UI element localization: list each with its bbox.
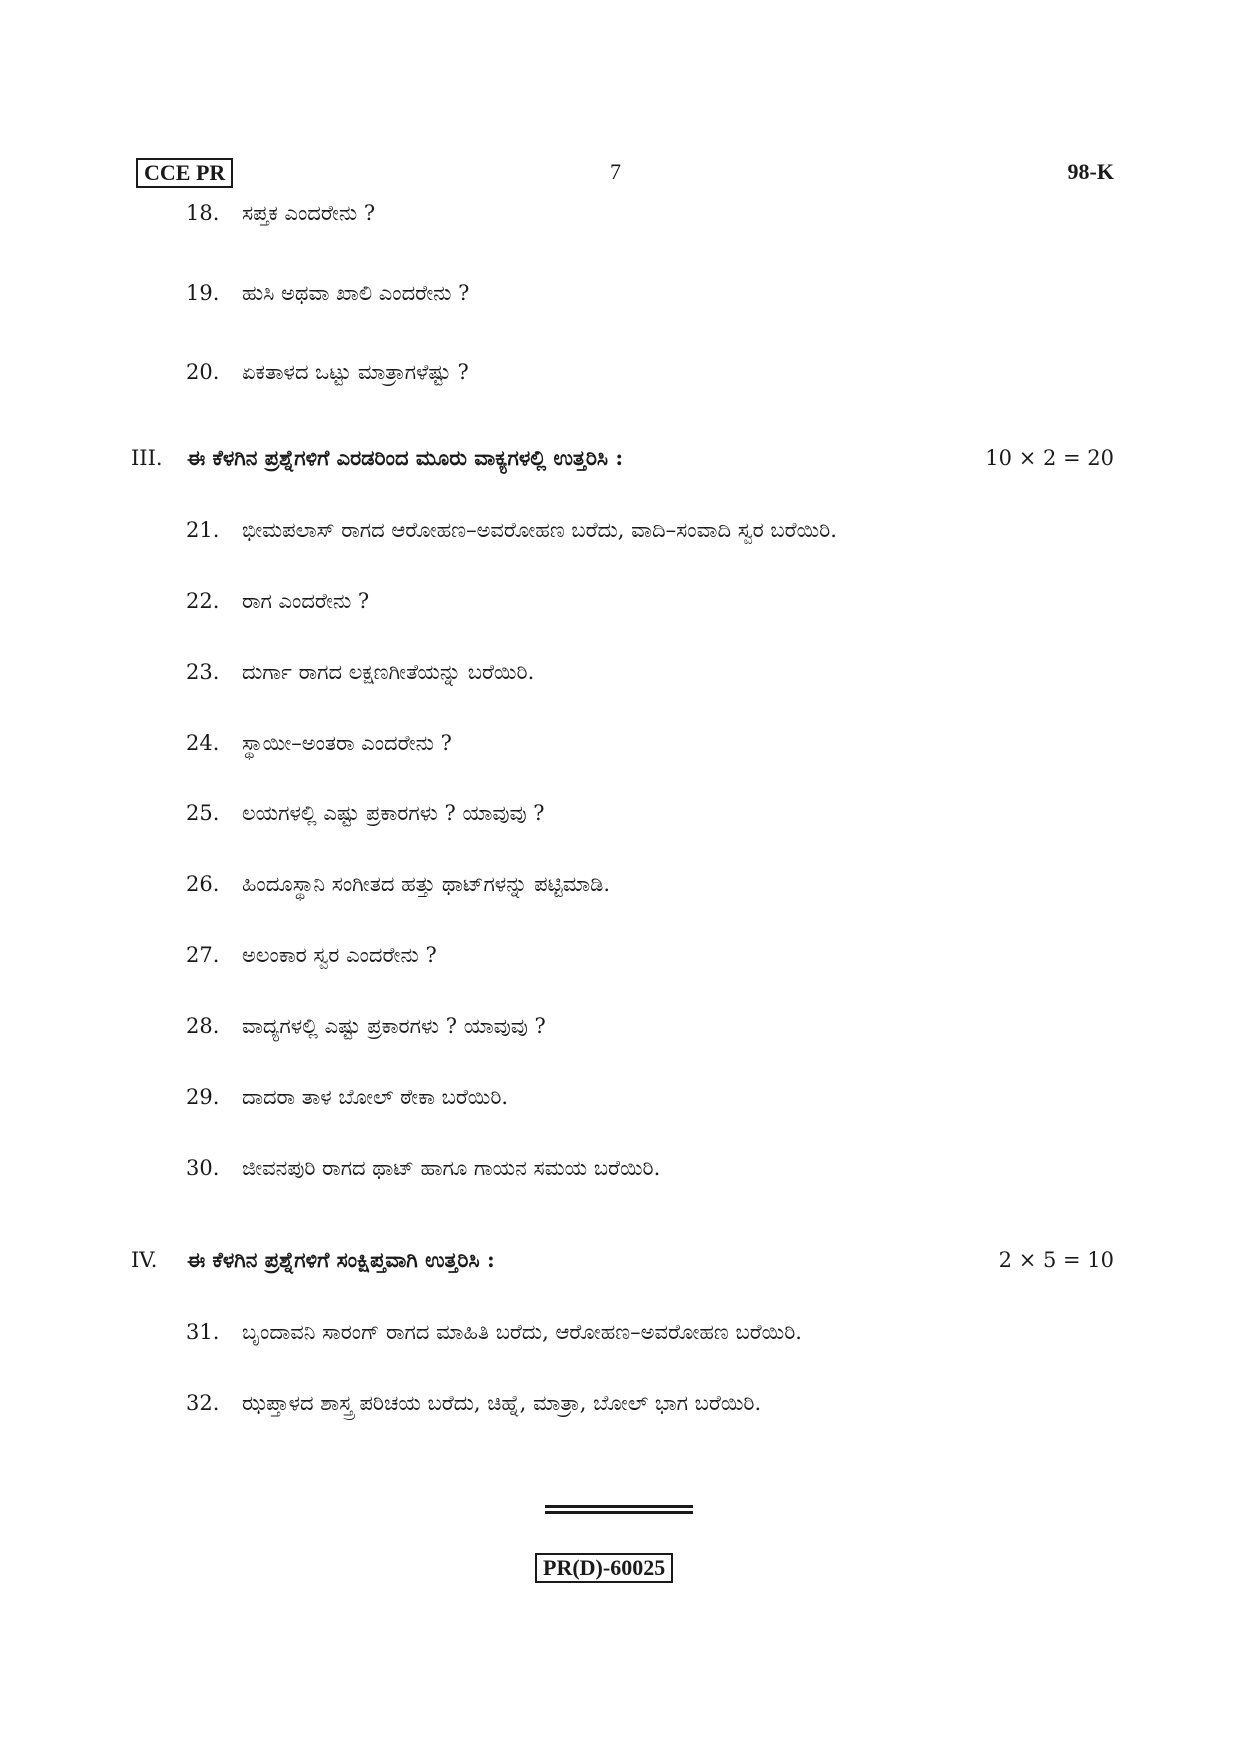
paper-code: 98-K <box>1067 159 1114 184</box>
question-text: ಸಪ್ತಕ ಎಂದರೇನು ? <box>242 201 376 225</box>
section-marks: 2 × 5 = 10 <box>998 1248 1114 1272</box>
question-text: ಹಿಂದೂಸ್ಥಾನಿ ಸಂಗೀತದ ಹತ್ತು ಥಾಟ್‌ಗಳನ್ನು ಪಟ್ಟಿಮಾಡಿ. <box>242 872 611 896</box>
question-26 <box>186 869 610 899</box>
end-rule-bottom <box>545 1511 693 1514</box>
question-text: ಲಯಗಳಲ್ಲಿ ಎಷ್ಟು ಪ್ರಕಾರಗಳು ? ಯಾವುವು ? <box>242 801 545 825</box>
question-29 <box>186 1082 508 1112</box>
question-number: 23. <box>186 660 220 684</box>
question-text: ಜೀವನಪುರಿ ರಾಗದ ಥಾಟ್ ಹಾಗೂ ಗಾಯನ ಸಮಯ ಬರೆಯಿರಿ. <box>242 1156 661 1180</box>
question-number: 24. <box>186 731 220 755</box>
question-number: 27. <box>186 943 220 967</box>
section-marks: 10 × 2 = 20 <box>985 446 1114 470</box>
question-number: 22. <box>186 589 220 613</box>
question-number: 31. <box>186 1320 220 1344</box>
question-23 <box>186 657 534 687</box>
section-iii-heading <box>131 443 1114 473</box>
question-number: 19. <box>186 281 220 305</box>
question-24 <box>186 728 452 758</box>
question-number: 32. <box>186 1391 220 1415</box>
question-number: 25. <box>186 801 220 825</box>
question-number: 28. <box>186 1014 220 1038</box>
question-text: ಬೃಂದಾವನಿ ಸಾರಂಗ್ ರಾಗದ ಮಾಹಿತಿ ಬರೆದು, ಆರೋಹಣ–ಅವರೋಹಣ ಬರೆಯಿರಿ. <box>242 1320 802 1344</box>
question-number: 29. <box>186 1085 220 1109</box>
section-number: IV. <box>131 1248 158 1272</box>
page-number: 7 <box>610 159 621 184</box>
question-text: ಭೀಮಪಲಾಸ್ ರಾಗದ ಆರೋಹಣ–ಅವರೋಹಣ ಬರೆದು, ವಾದಿ–ಸಂವಾದಿ ಸ್ವರ ಬರೆಯಿರಿ. <box>242 518 837 542</box>
header-code-box: CCE PR <box>136 158 233 188</box>
question-text: ಸ್ಥಾಯೀ–ಅಂತರಾ ಎಂದರೇನು ? <box>242 731 452 755</box>
section-instruction: ಈ ಕೆಳಗಿನ ಪ್ರಶ್ನೆಗಳಿಗೆ ಸಂಕ್ಷಿಪ್ತವಾಗಿ ಉತ್ತರಿಸಿ : <box>187 1247 495 1272</box>
question-text: ದಾದರಾ ತಾಳ ಬೋಲ್ ಠೇಕಾ ಬರೆಯಿರಿ. <box>242 1085 509 1109</box>
section-instruction: ಈ ಕೆಳಗಿನ ಪ್ರಶ್ನೆಗಳಿಗೆ ಎರಡರಿಂದ ಮೂರು ವಾಕ್ಯಗಳಲ್ಲಿ ಉತ್ತರಿಸಿ : <box>187 445 624 470</box>
question-22 <box>186 586 369 616</box>
question-32 <box>186 1388 761 1418</box>
question-28 <box>186 1011 546 1041</box>
question-19 <box>186 278 469 308</box>
question-number: 21. <box>186 518 220 542</box>
question-text: ಹುಸಿ ಅಥವಾ ಖಾಲಿ ಎಂದರೇನು ? <box>242 281 470 305</box>
question-text: ಏಕತಾಳದ ಒಟ್ಟು ಮಾತ್ರಾಗಳೆಷ್ಟು ? <box>242 360 469 384</box>
question-number: 20. <box>186 360 220 384</box>
section-iv-heading <box>131 1245 1114 1275</box>
question-text: ರಾಗ ಎಂದರೇನು ? <box>242 589 370 613</box>
end-rule-top <box>545 1505 693 1508</box>
question-31 <box>186 1317 802 1347</box>
question-text: ಅಲಂಕಾರ ಸ್ವರ ಎಂದರೇನು ? <box>242 943 437 967</box>
question-text: ಝಪ್ತಾಳದ ಶಾಸ್ತ್ರ ಪರಿಚಯ ಬರೆದು, ಚಿಹ್ನೆ, ಮಾತ್ರಾ, ಬೋಲ್ ಭಾಗ ಬರೆಯಿರಿ. <box>242 1391 762 1415</box>
question-text: ದುರ್ಗಾ ರಾಗದ ಲಕ್ಷಣಗೀತೆಯನ್ನು ಬರೆಯಿರಿ. <box>242 660 535 684</box>
question-18 <box>186 198 375 228</box>
footer-code-box: PR(D)-60025 <box>535 1553 673 1583</box>
question-30 <box>186 1153 660 1183</box>
question-27 <box>186 940 437 970</box>
question-20 <box>186 357 469 387</box>
question-25 <box>186 798 545 828</box>
question-number: 26. <box>186 872 220 896</box>
section-number: III. <box>131 446 163 470</box>
question-text: ವಾದ್ಯಗಳಲ್ಲಿ ಎಷ್ಟು ಪ್ರಕಾರಗಳು ? ಯಾವುವು ? <box>242 1014 546 1038</box>
question-number: 30. <box>186 1156 220 1180</box>
question-number: 18. <box>186 201 220 225</box>
question-21 <box>186 515 837 545</box>
